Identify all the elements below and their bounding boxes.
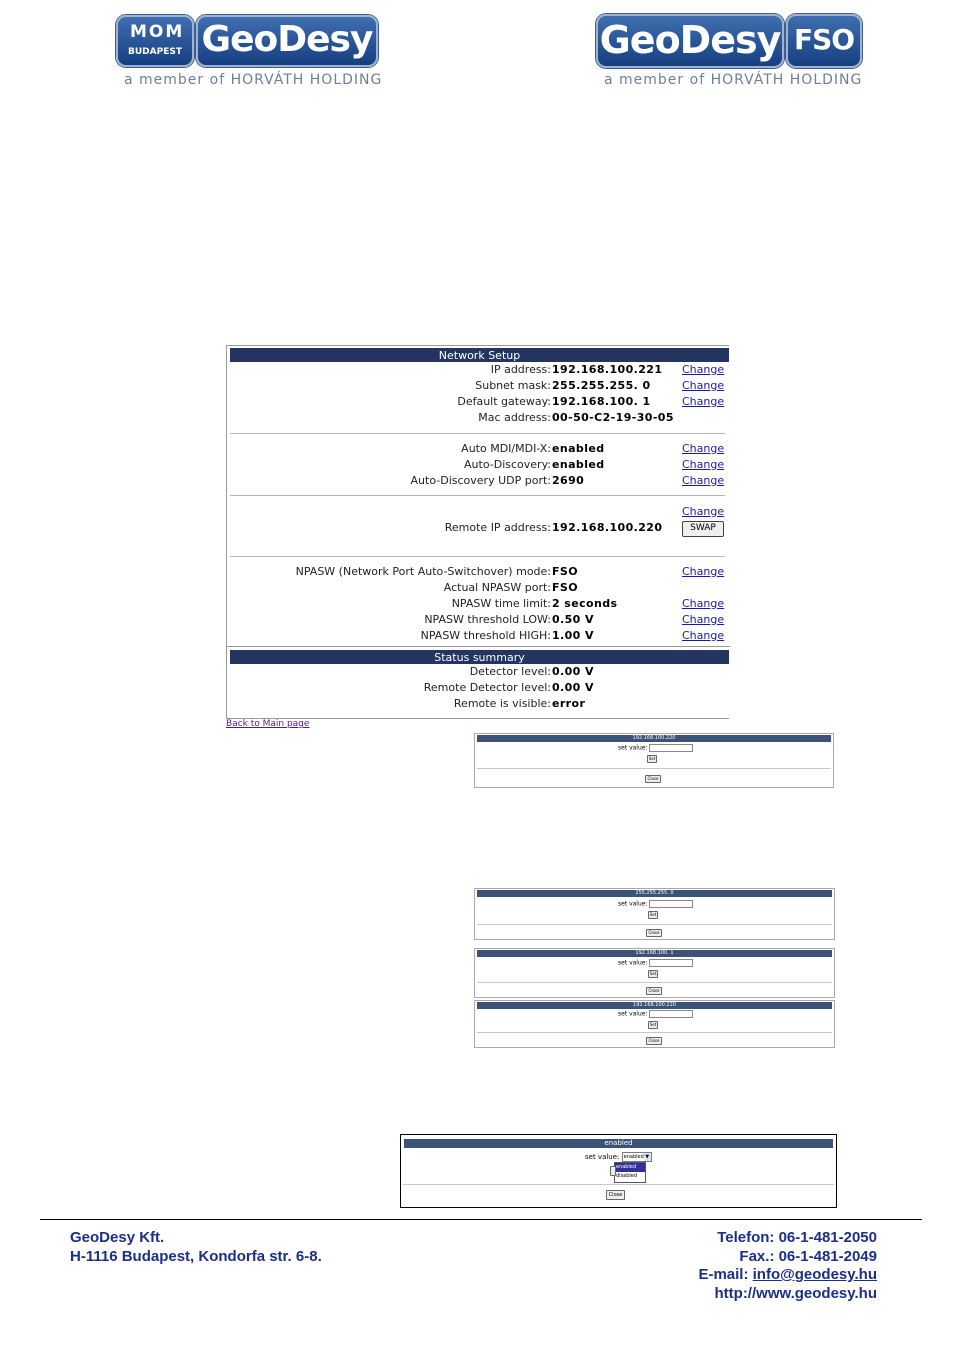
phone-number: Telefon: 06-1-481-2050 [717,1229,877,1246]
close-button[interactable]: Close [606,1190,625,1200]
detector-level-label: Detector level: [469,665,551,678]
actual-npasw-port-label: Actual NPASW port: [443,581,551,594]
company-name: GeoDesy Kft. [70,1229,165,1246]
dialog-title: 255.255.255. 0 [477,890,832,897]
status-summary-header: Status summary [230,650,729,664]
actual-npasw-port-value: FSO [552,581,578,594]
auto-mdi-label: Auto MDI/MDI-X: [461,442,551,455]
set-value-label: set value: [618,959,648,967]
footer-divider [40,1219,922,1220]
divider [477,768,831,769]
setting-row [227,612,729,628]
status-row [227,696,729,712]
npasw-threshold-low-label: NPASW threshold LOW: [424,613,551,626]
value-select[interactable] [622,1152,652,1162]
dialog-title: enabled [404,1139,833,1148]
setting-row [227,441,729,457]
npasw-threshold-high-value: 1.00 V [552,629,594,642]
geodesy-brand: GeoDesy [599,18,781,62]
chevron-down-icon[interactable]: ▼ [645,1154,650,1160]
mom-geodesy-logo [116,15,383,91]
change-threshold-low-link[interactable]: Change [682,613,725,626]
divider [477,924,832,925]
network-setup-panel [226,345,729,719]
remote-visible-value: error [552,697,586,710]
fax-number: Fax.: 06-1-481-2049 [739,1247,877,1265]
set-button[interactable]: Set [649,1022,657,1027]
change-auto-mdi-link[interactable]: Change [682,442,725,455]
setting-row [227,580,729,596]
change-udp-port-link[interactable]: Change [682,474,725,487]
set-value-label: set value: [618,744,648,752]
mac-address-label: Mac address: [478,411,551,424]
close-button[interactable]: Close [646,987,662,995]
status-row [227,680,729,696]
change-ip-link[interactable]: Change [682,363,725,376]
remote-ip-edit-dialog [474,1000,835,1048]
setting-row [227,362,729,378]
dialog-title: 192.168.100.220 [477,1002,832,1009]
remote-detector-level-label: Remote Detector level: [423,681,551,694]
setting-row [227,596,729,612]
network-setup-header: Network Setup [230,348,729,362]
ip-edit-dialog [474,733,834,788]
npasw-threshold-low-value: 0.50 V [552,613,594,626]
detector-level-value: 0.00 V [552,665,594,678]
subnet-mask-value: 255.255.255. 0 [552,379,651,392]
set-button[interactable]: Set [649,971,657,976]
fso-badge: FSO [793,23,855,56]
setting-row [227,473,729,489]
remote-ip-label: Remote IP address: [444,521,551,534]
npasw-mode-value: FSO [552,565,578,578]
set-value-input[interactable] [649,900,693,908]
change-auto-discovery-link[interactable]: Change [682,458,725,471]
gateway-edit-dialog [474,948,835,998]
change-subnet-link[interactable]: Change [682,379,725,392]
email-link[interactable]: info@geodesy.hu [752,1266,877,1283]
udp-port-label: Auto-Discovery UDP port: [410,474,551,487]
change-npasw-time-link[interactable]: Change [682,597,725,610]
footer-left [70,1229,322,1266]
geodesy-brand: GeoDesy [201,19,373,60]
npasw-threshold-high-label: NPASW threshold HIGH: [420,629,551,642]
set-button[interactable]: Set [648,756,656,761]
close-button[interactable]: Close [646,929,662,937]
setting-row [227,394,729,410]
set-value-input[interactable] [649,744,693,752]
npasw-time-limit-label: NPASW time limit: [451,597,551,610]
setting-row [227,504,729,520]
status-row [227,664,729,680]
npasw-mode-label: NPASW (Network Port Auto-Switchover) mode: [295,565,551,578]
dialog-title: 192.168.100. 1 [477,950,832,957]
set-button[interactable] [610,1166,616,1176]
setting-row [227,520,729,536]
geodesy-fso-logo [596,14,864,90]
npasw-time-limit-value: 2 seconds [552,597,618,610]
divider [477,1032,832,1033]
remote-ip-value: 192.168.100.220 [552,521,663,534]
divider [477,982,832,983]
auto-mdi-value: enabled [552,442,605,455]
website-link[interactable]: http://www.geodesy.hu [714,1284,877,1302]
set-value-label: set value: [585,1153,620,1161]
company-address: H-1116 Budapest, Kondorfa str. 6-8. [70,1247,322,1265]
divider [403,1184,834,1185]
dialog-title: 192.168.100.220 [477,735,831,742]
select-dropdown-list [614,1162,646,1183]
setting-row [227,457,729,473]
set-button[interactable]: Set [649,912,657,917]
set-value-input[interactable] [649,1010,693,1018]
gateway-label: Default gateway: [457,395,551,408]
set-value-input[interactable] [649,959,693,967]
mom-logo-text: MOM [130,22,185,42]
remote-visible-label: Remote is visible: [453,697,551,710]
setting-row [227,378,729,394]
footer-right [698,1229,877,1303]
setting-row [227,628,729,644]
dropdown-option-enabled[interactable]: enabled [615,1163,645,1172]
subnet-edit-dialog [474,888,835,940]
change-npasw-mode-link[interactable]: Change [682,565,725,578]
subnet-mask-label: Subnet mask: [475,379,551,392]
email-label: E-mail: [698,1266,749,1283]
close-button[interactable]: Close [646,1037,662,1045]
email-line [698,1266,877,1285]
logo-tagline: a member of HORVÁTH HOLDING [124,72,383,88]
ip-address-value: 192.168.100.221 [552,363,663,376]
setting-row [227,564,729,580]
close-button[interactable]: Close [645,775,661,783]
set-value-label: set value: [618,900,648,908]
selected-value: enabled [623,1154,644,1160]
remote-detector-level-value: 0.00 V [552,681,594,694]
select-edit-dialog [400,1134,837,1208]
ip-address-label: IP address: [490,363,551,376]
setting-row [227,410,729,426]
change-remote-ip-link[interactable]: Change [682,505,725,518]
back-to-main-link[interactable]: Back to Main page [226,719,310,729]
auto-discovery-value: enabled [552,458,605,471]
auto-discovery-label: Auto-Discovery: [464,458,551,471]
change-gateway-link[interactable]: Change [682,395,725,408]
gateway-value: 192.168.100. 1 [552,395,651,408]
budapest-logo-text: BUDAPEST [128,47,182,57]
udp-port-value: 2690 [552,474,585,487]
mac-address-value: 00-50-C2-19-30-05 [552,411,674,424]
dropdown-option-disabled[interactable]: disabled [616,1173,638,1179]
change-threshold-high-link[interactable]: Change [682,629,725,642]
set-value-label: set value: [618,1010,648,1018]
logo-tagline: a member of HORVÁTH HOLDING [604,72,863,88]
swap-button[interactable]: SWAP [682,521,724,537]
